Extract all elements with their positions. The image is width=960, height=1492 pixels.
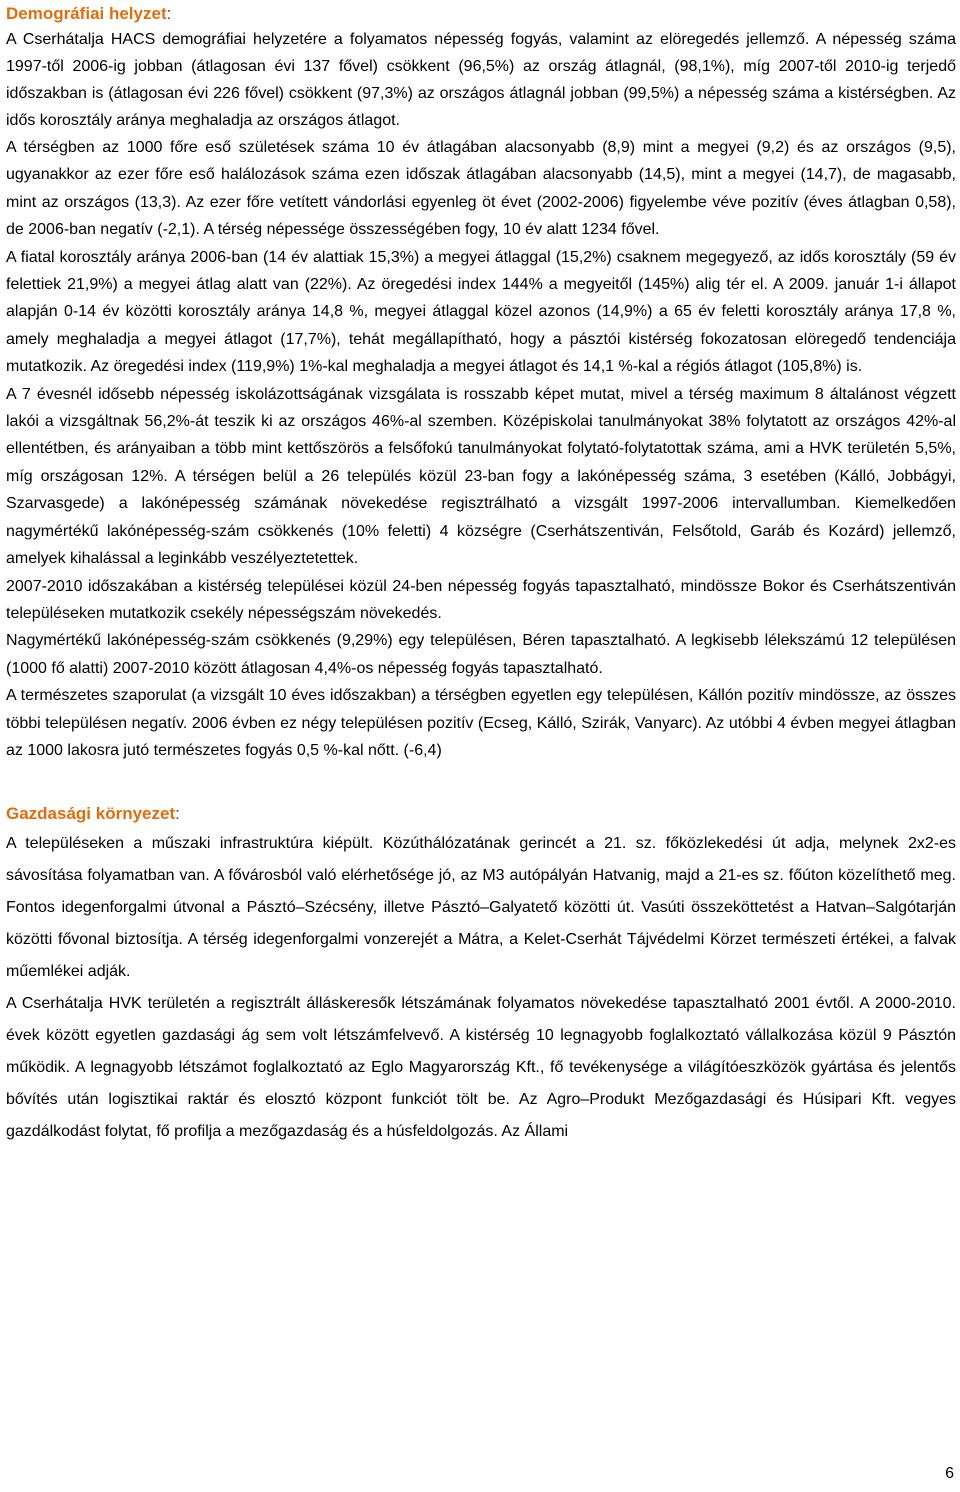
document-page: [6, 2, 956, 1148]
heading-label: Demográfiai helyzet: [6, 4, 167, 23]
paragraph: A településeken a műszaki infrastruktúra kiépült. Közúthálózatának gerincét a 21. sz. főközlekedési út adja, melynek 2x2-es sávosítása folyamatban van. A fővárosból való elérhetősége jó, az M3 autópályán Hatvanig, majd a 21-es sz. főúton közelíthető meg. Fontos idegenforgalmi útvonal a Pásztó–Szécsény, illetve Pásztó–Galyatető közötti út. Vasúti összeköttetést a Hatvan–Salgótarján közötti fővonal biztosítja. A térség idegenforgalmi vonzerejét a Mátra, a Kelet-Cserhát Tájvédelmi Körzet természeti értékei, a falvak műemlékei adják.: [6, 835, 956, 981]
section-heading: [6, 802, 956, 826]
heading-label: Gazdasági környezet: [6, 804, 176, 824]
paragraph: Nagymértékű lakónépesség-szám csökkenés (9,29%) egy településen, Béren tapasztalható. A legkisebb lélekszámú 12 településen (1000 fő alatti) 2007-2010 között átlagosan 4,4%-os népesség fogyás tapasztalható.: [6, 632, 956, 677]
heading-colon: :: [175, 804, 180, 824]
section-economy: [6, 802, 956, 1148]
paragraph: A természetes szaporulat (a vizsgált 10 éves időszakban) a térségben egyetlen egy településen, Kállón pozitív mindössze, az összes többi településen negatív. 2006 évben ez négy településen pozitív (Ecseg, Kálló, Szirák, Vanyarc). Az utóbbi 4 évben megyei átlagban az 1000 lakosra jutó természetes fogyás 0,5 %-kal nőtt. (-6,4): [6, 687, 956, 759]
paragraph: A Cserhátalja HVK területén a regisztrált álláskeresők létszámának folyamatos növekedése tapasztalható 2001 évtől. A 2000-2010. évek között egyetlen gazdasági ág sem volt létszámfelvevő. A kistérség 10 legnagyobb foglalkoztató vállalkozása közül 9 Pásztón működik. A legnagyobb létszámot foglalkoztató az Eglo Magyarország Kft., fő tevékenysége a világítóeszközök gyártása és jelentős bővítés után logisztikai raktár és elosztó központ funkciót tölt be. Az Agro–Produkt Mezőgazdasági és Húsipari Kft. vegyes gazdálkodást folytat, fő profilja a mezőgazdaság és a húsfeldolgozás. Az Állami: [6, 995, 956, 1141]
paragraph: A térségben az 1000 főre eső születések száma 10 év átlagában alacsonyabb (8,9) mint a megyei (9,2) és az országos (9,5), ugyanakkor az ezer főre eső halálozások száma ezen időszak átlagában alacsonyabb (14,5), mint a megyei (14,7), de magasabb, mint az országos (13,3). Az ezer főre vetített vándorlási egyenleg öt évet (2002-2006) figyelembe véve pozitív (éves átlagban 0,58), de 2006-ban negatív (-2,1). A térség népessége összességében fogy, 10 év alatt 1234 fővel.: [6, 139, 956, 239]
section-demographics: [6, 2, 956, 764]
section-spacer: [6, 764, 956, 802]
section-heading: [6, 2, 956, 26]
paragraph: A fiatal korosztály aránya 2006-ban (14 év alattiak 15,3%) a megyei átlaggal (15,2%) csaknem megegyező, az idős korosztály (59 év felettiek 21,9%) a megyei átlag alatt van (22%). Az öregedési index 144% a megyeitől (145%) alig tér el. A 2009. január 1-i állapot alapján 0-14 év közötti korosztály aránya 14,8 %, megyei átlaggal közel azonos (14,9%) a 65 év feletti korosztály aránya 17,8 %, amely meghaladja a megyei átlagot (17,7%), tehát megállapítható, hogy a pásztói kistérség fokozatosan elöregedő tendenciája mutatkozik. Az öregedési index (119,9%) 1%-kal meghaladja a megyei átlagot és 14,1 %-kal a régiós átlagot (105,8%) is.: [6, 248, 956, 376]
paragraph: 2007-2010 időszakában a kistérség települései közül 24-ben népesség fogyás tapasztalható, mindössze Bokor és Cserhátszentiván településeken mutatkozik csekély népességszám növekedés.: [6, 577, 956, 622]
page-number: 6: [945, 1465, 954, 1482]
paragraph: A Cserhátalja HACS demográfiai helyzetére a folyamatos népesség fogyás, valamint az elöregedés jellemző. A népesség száma 1997-től 2006-ig jobban (átlagosan évi 137 fővel) csökkent (96,5%) az ország átlagnál, (98,1%), míg 2007-től 2010-ig terjedő időszakban is (átlagosan évi 226 fővel) csökkent (97,3%) az országos átlagnál jobban (99,5%) a népesség száma a kistérségben. Az idős korosztály aránya meghaladja az országos átlagot.: [6, 31, 956, 129]
heading-colon: :: [166, 4, 172, 23]
paragraph: A 7 évesnél idősebb népesség iskolázottságának vizsgálata is rosszabb képet mutat, mivel a térség maximum 8 általánost végzett lakói a vizsgáltnak 56,2%-át teszik ki az országos 46%-al szemben. Középiskolai tanulmányokat 38% folytatott az országos 42%-al ellentétben, és arányaiban a több mint kettőszörös a felsőfokú tanulmányokat folytató-folytatottak száma, ami a HVK területén 5,5%, míg országosan 12%. A térségen belül a 26 település közül 23-ban fogy a lakónépesség száma, 3 esetében (Kálló, Jobbágyi, Szarvasgede) a lakónépesség számának növekedése regisztrálható a vizsgált 1997-2006 intervallumban. Kiemelkedően nagymértékű lakónépesség-szám csökkenés (10% feletti) 4 községre (Cserhátszentiván, Felsőtold, Garáb és Kozárd) jellemző, amelyek kihalással a leginkább veszélyeztetettek.: [6, 385, 956, 568]
